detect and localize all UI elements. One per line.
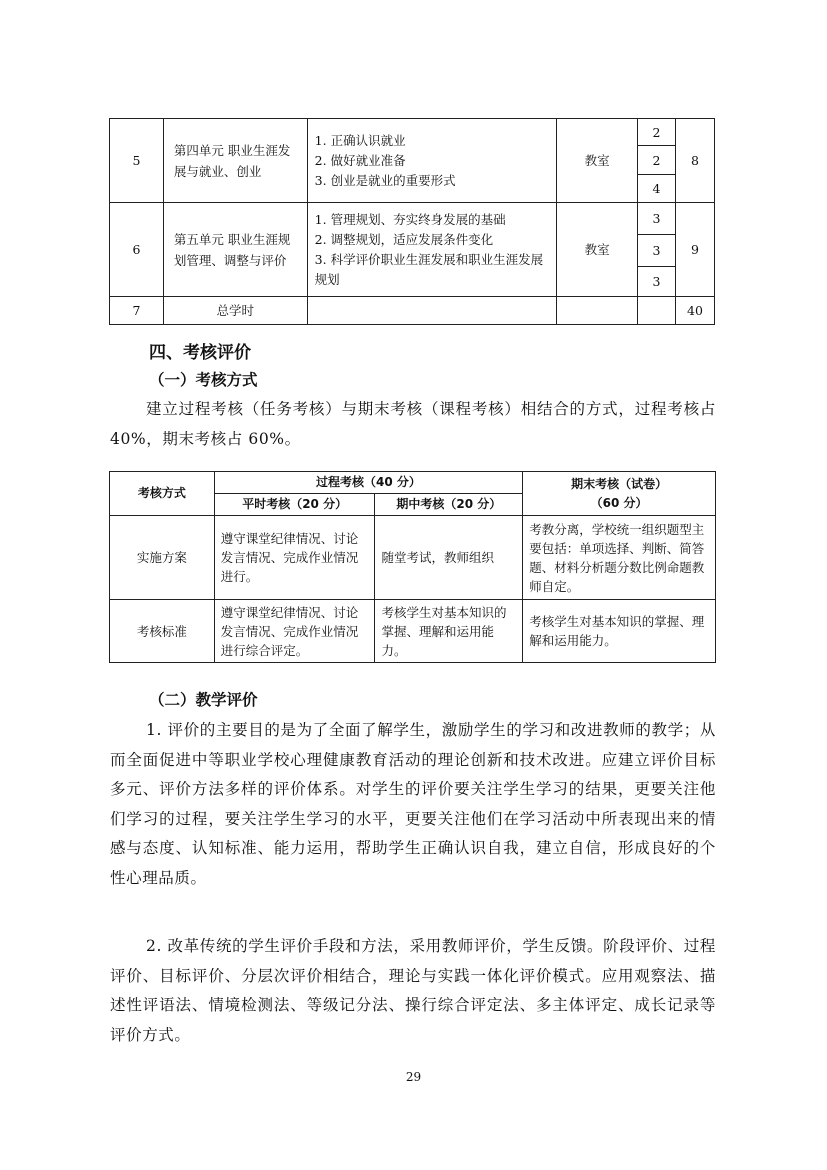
schedule-table [109,118,715,325]
point-item: 2. 做好就业准备 [314,152,406,168]
point-item: 1. 管理规划、夯实终身发展的基础 [314,211,506,227]
unit-title: 第四单元 职业生涯发展与就业、创业 [163,119,307,203]
place-cell: 教室 [557,203,638,297]
hours-cell: 3 [638,267,676,297]
header-final: 期末考核（试卷）（60 分） [523,472,716,516]
final-cell: 考核学生对基本知识的掌握、理解和运用能力。 [523,600,716,663]
section-heading: 四、考核评价 [149,343,251,363]
header-process: 过程考核（40 分） [214,472,522,494]
empty-cell [557,297,638,325]
page-number: 29 [405,1070,422,1084]
hours-cell: 2 [638,146,676,175]
point-item: 1. 正确认识就业 [314,132,406,148]
row-label: 考核标准 [110,600,215,663]
hours-cell: 4 [638,175,676,203]
point-item: 3. 创业是就业的重要形式 [314,172,456,188]
unit-points [307,119,557,203]
unit-points [307,203,557,297]
subsection-heading: （二）教学评价 [149,691,258,709]
empty-cell [638,297,676,325]
place-cell: 教室 [557,119,638,203]
subsection-heading: （一）考核方式 [149,371,258,389]
total-hours-cell: 9 [675,203,714,297]
daily-cell: 遵守课堂纪律情况、讨论发言情况、完成作业情况进行综合评定。 [214,600,375,663]
body-paragraph: 建立过程考核（任务考核）与期末考核（课程考核）相结合的方式，过程考核占 40%，期末考核占 60%。 [110,400,716,448]
hours-cell: 2 [638,119,676,146]
empty-cell [307,297,557,325]
body-paragraph: 2. 改革传统的学生评价手段和方法，采用教师评价，学生反馈。阶段评价、过程评价、目标评价、分层次评价相结合，理论与实践一体化评价模式。应用观察法、描述性评语法、情境检测法、等级记分法、操行综合评定法、多主体评定、成长记录等评价方式。 [110,937,716,1044]
header-method: 考核方式 [110,472,215,516]
assessment-table [109,471,716,663]
final-cell: 考教分离，学校统一组织题型主要包括：单项选择、判断、简答题、材料分析题分数比例命题教师自定。 [523,516,716,600]
unit-title: 第五单元 职业生涯规划管理、调整与评价 [163,203,307,297]
total-label: 总学时 [163,297,307,325]
row-label: 实施方案 [110,516,215,600]
mid-cell: 考核学生对基本知识的掌握、理解和运用能力。 [375,600,523,663]
header-daily: 平时考核（20 分） [214,494,375,516]
mid-cell: 随堂考试，教师组织 [375,516,523,600]
row-number: 5 [110,119,164,203]
total-hours-cell: 40 [675,297,714,325]
hours-cell: 3 [638,235,676,267]
row-number: 7 [110,297,164,325]
point-item: 3. 科学评价职业生涯发展和职业生涯发展规划 [314,251,544,287]
header-mid: 期中考核（20 分） [375,494,523,516]
daily-cell: 遵守课堂纪律情况、讨论发言情况、完成作业情况进行。 [214,516,375,600]
point-item: 2. 调整规划，适应发展条件变化 [314,231,494,247]
total-hours-cell: 8 [675,119,714,203]
hours-cell: 3 [638,203,676,235]
body-paragraph: 1. 评价的主要目的是为了全面了解学生，激励学生的学习和改进教师的教学；从而全面促进中等职业学校心理健康教育活动的理论创新和技术改进。应建立评价目标多元、评价方法多样的评价体系。对学生的评价要关注学生学习的结果，更要关注他们学习的过程，要关注学生学习的水平，更要关注他们在学习活动中所表现出来的情感与态度、认知标准、能力运用，帮助学生正确认识自我，建立自信，形成良好的个性心理品质。 [110,721,716,887]
row-number: 6 [110,203,164,297]
